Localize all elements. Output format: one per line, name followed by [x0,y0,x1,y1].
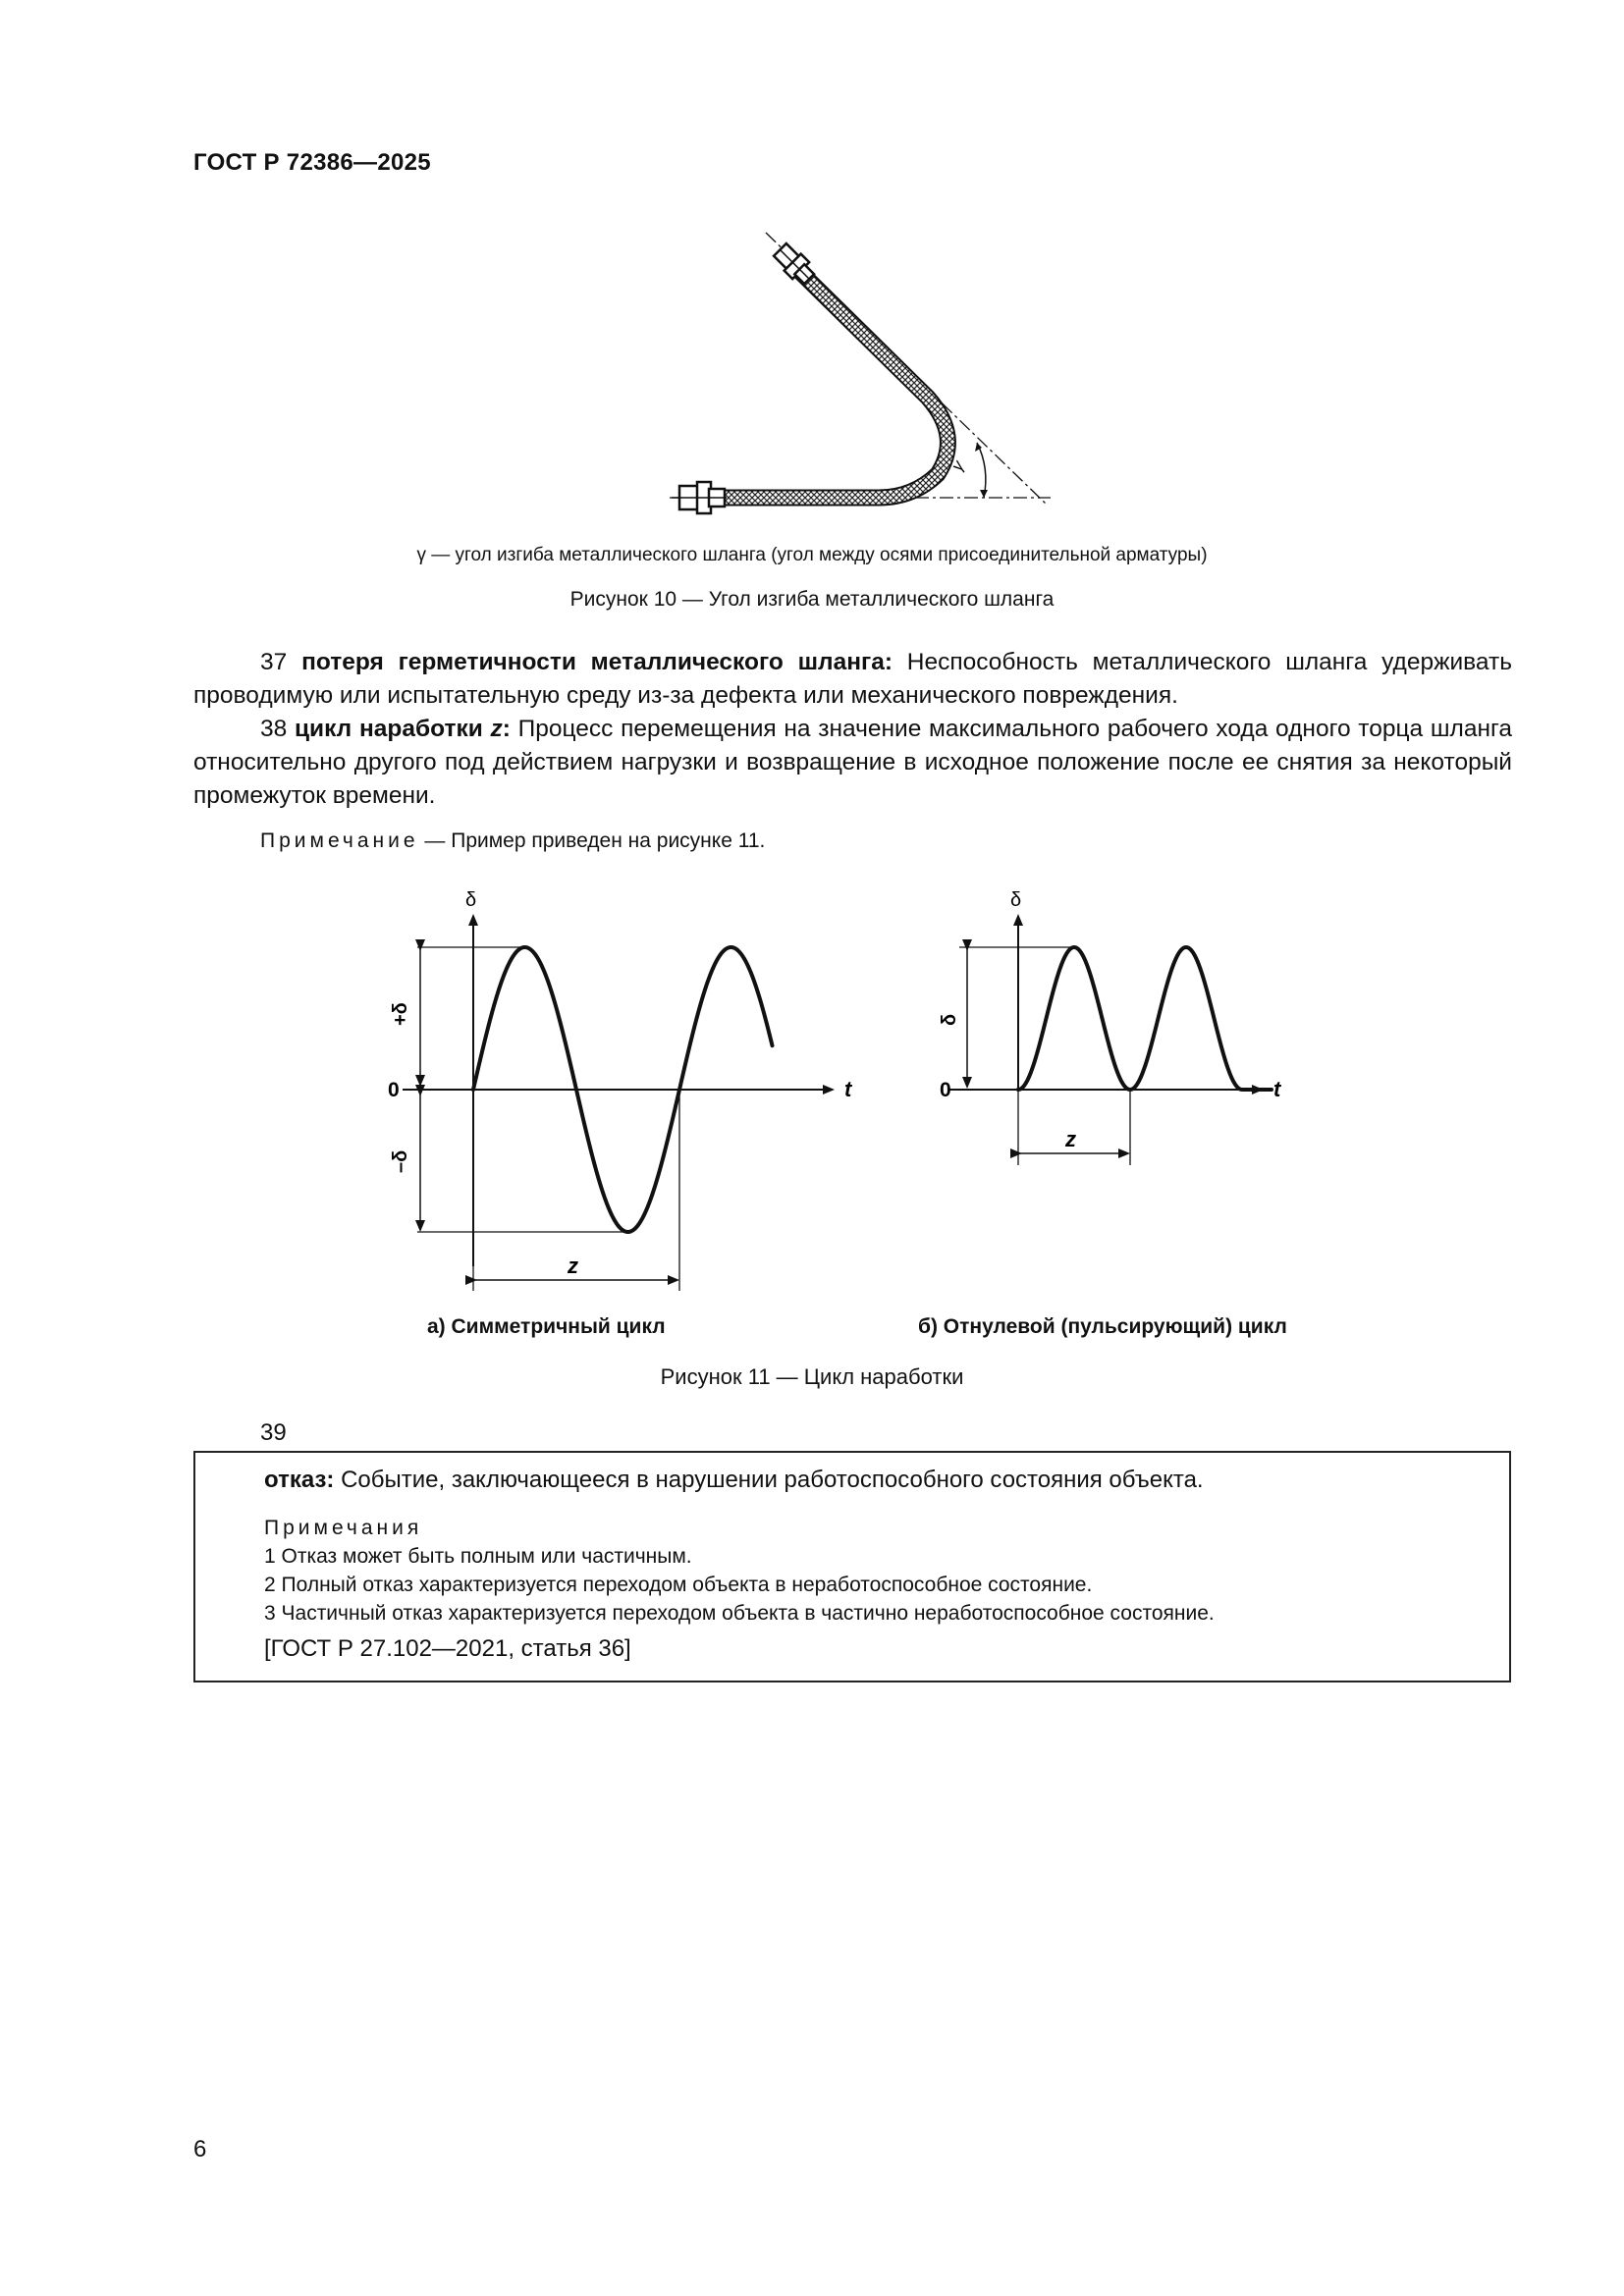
term-38 [193,713,1512,813]
term-39-term: отказ: [264,1467,335,1493]
period-label: z [1065,1127,1076,1151]
figure-10-legend: γ — угол изгиба металлического шланга (угол между осями присоединительной арматуры) [416,545,1208,565]
chart-pulsating-cycle [908,879,1321,1173]
angle-label: γ [947,457,968,474]
term-37 [193,646,1512,713]
chart-symmetric-cycle [363,879,874,1291]
y-axis-label: δ [1010,889,1022,911]
minus-delta-label: –δ [390,1149,411,1173]
note-label: Примечание [260,829,419,852]
note-38 [260,829,765,853]
term-39-source: [ГОСТ Р 27.102—2021, статья 36] [264,1635,631,1662]
x-axis-label: t [844,1077,852,1101]
term-39-notes-label: Примечания [264,1517,423,1539]
delta-label: δ [939,1013,960,1026]
y-axis-label: δ [465,889,477,911]
term-39-note-3: 3 Частичный отказ характеризуется переходом объекта в частично неработоспособное состояние. [264,1602,1215,1625]
term-39-definition-line [264,1467,1204,1494]
figure-11-caption: Рисунок 11 — Цикл наработки [660,1364,964,1389]
term-37-number: 37 [260,649,288,675]
chart-b-title: б) Отнулевой (пульсирующий) цикл [918,1315,1287,1338]
term-39-box [193,1451,1511,1682]
chart-a-title: а) Симметричный цикл [427,1315,666,1338]
note-text: — Пример приведен на рисунке 11. [424,829,766,852]
term-38-term: цикл наработки z: [294,716,511,742]
term-37-term: потеря герметичности металлического шланга: [301,649,893,675]
document-header: ГОСТ Р 72386—2025 [193,149,431,176]
term-38-number: 38 [260,716,288,742]
term-38-definition: Процесс перемещения на значение максимального рабочего хода одного торца шланга относительно другого под действием нагрузки и возвращение в исходное положение после ее снятия за некоторый промежуток времени. [193,716,1512,809]
term-37-definition: Неспособность металлического шланга удерживать проводимую или испытательную среду из-за дефекта или механического повреждения. [193,649,1512,709]
term-39-definition: Событие, заключающееся в нарушении работоспособного состояния объекта. [341,1467,1204,1493]
bend-angle-arc [977,443,986,498]
term-39-note-2: 2 Полный отказ характеризуется переходом объекта в неработоспособное состояние. [264,1574,1093,1596]
pulsating-cycle-curve [1018,947,1272,1090]
plus-delta-label: +δ [390,1002,411,1026]
figure-10-caption: Рисунок 10 — Угол изгиба металлического шланга [569,588,1055,611]
term-39-note-1: 1 Отказ может быть полным или частичным. [264,1545,692,1568]
hose-braid [722,272,947,498]
term-39-number: 39 [260,1419,287,1446]
lower-fitting [672,482,727,513]
figure-10-hose-drawing [628,221,1070,530]
page-number: 6 [193,2136,207,2163]
x-axis-label: t [1273,1077,1281,1101]
zero-label: 0 [940,1079,951,1101]
period-label: z [568,1254,578,1278]
zero-label: 0 [388,1079,400,1101]
